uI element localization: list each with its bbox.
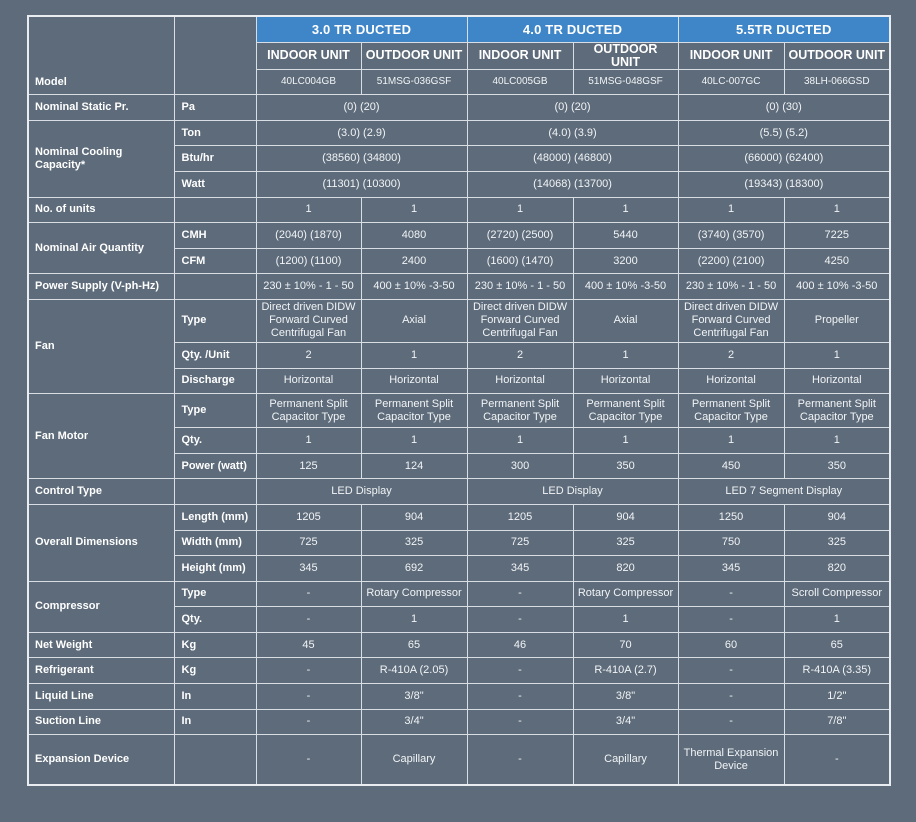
cell-value: Direct driven DIDW Forward Curved Centrifugal Fan (678, 299, 784, 342)
cell-value: 325 (573, 530, 678, 556)
cell-value: 124 (361, 453, 467, 479)
cell-value: - (467, 658, 573, 684)
cell-value: LED 7 Segment Display (678, 479, 890, 505)
specifications-table (27, 15, 891, 786)
cell-value: - (678, 684, 784, 710)
cell-value: - (256, 581, 361, 607)
cell-value: 2 (678, 342, 784, 368)
cell-value: 400 ± 10% -3-50 (573, 274, 678, 300)
row-unit: In (174, 684, 256, 710)
model-value: 40LC-007GC (678, 69, 784, 95)
cell-value: 692 (361, 556, 467, 582)
cell-value: 1250 (678, 504, 784, 530)
cell-value: 1 (573, 428, 678, 454)
cell-value: Direct driven DIDW Forward Curved Centrifugal Fan (256, 299, 361, 342)
indoor-unit-header: INDOOR UNIT (256, 42, 361, 69)
row-unit: Kg (174, 658, 256, 684)
row-label: Suction Line (28, 709, 174, 735)
cell-value: 7/8" (784, 709, 890, 735)
cell-value: - (467, 684, 573, 710)
cell-value: 345 (678, 556, 784, 582)
outdoor-unit-header: OUTDOOR UNIT (784, 42, 890, 69)
row-unit: In (174, 709, 256, 735)
row-label: Refrigerant (28, 658, 174, 684)
cell-value: 725 (467, 530, 573, 556)
cell-value: 725 (256, 530, 361, 556)
cell-value: (0) (20) (256, 95, 467, 121)
fan-motor-type-row (28, 394, 890, 428)
cell-value: (1200) (1100) (256, 248, 361, 274)
cell-value: 1 (361, 197, 467, 223)
cell-value: 45 (256, 632, 361, 658)
cell-value: 820 (573, 556, 678, 582)
row-label: Net Weight (28, 632, 174, 658)
cell-value: 1 (678, 197, 784, 223)
dim-length-row (28, 504, 890, 530)
model-value: 40LC005GB (467, 69, 573, 95)
cell-value: 1 (784, 607, 890, 633)
cell-value: 1 (573, 197, 678, 223)
cell-value: Horizontal (784, 368, 890, 394)
row-label: Overall Dimensions (28, 504, 174, 581)
cell-value: 3/8" (573, 684, 678, 710)
cell-value: 2 (467, 342, 573, 368)
cell-value: - (256, 735, 361, 786)
static-pressure-row (28, 95, 890, 121)
outdoor-unit-header: OUTDOOR UNIT (573, 42, 678, 69)
cell-value: - (467, 735, 573, 786)
row-label: Liquid Line (28, 684, 174, 710)
cell-value: Permanent Split Capacitor Type (784, 394, 890, 428)
cell-value: (5.5) (5.2) (678, 120, 890, 146)
model-value: 40LC004GB (256, 69, 361, 95)
cell-value: Permanent Split Capacitor Type (678, 394, 784, 428)
row-unit: Length (mm) (174, 504, 256, 530)
power-supply-row (28, 274, 890, 300)
cell-value: (2200) (2100) (678, 248, 784, 274)
cell-value: Permanent Split Capacitor Type (361, 394, 467, 428)
cell-value: Thermal Expansion Device (678, 735, 784, 786)
row-unit: Watt (174, 171, 256, 197)
cell-value: 3200 (573, 248, 678, 274)
cell-value: Capillary (573, 735, 678, 786)
cell-value: Horizontal (678, 368, 784, 394)
cell-value: 750 (678, 530, 784, 556)
cell-value: 820 (784, 556, 890, 582)
cell-value: R-410A (3.35) (784, 658, 890, 684)
expansion-device-row (28, 735, 890, 786)
group-header-3tr: 3.0 TR DUCTED (256, 16, 467, 42)
model-label: Model (28, 16, 174, 95)
cell-value: - (678, 607, 784, 633)
cell-value: 2400 (361, 248, 467, 274)
cell-value: 60 (678, 632, 784, 658)
row-unit: Qty. /Unit (174, 342, 256, 368)
cell-value: R-410A (2.05) (361, 658, 467, 684)
cell-value: 1 (784, 428, 890, 454)
air-cmh-row (28, 223, 890, 249)
row-unit: Type (174, 581, 256, 607)
cell-value: 230 ± 10% - 1 - 50 (678, 274, 784, 300)
model-value: 51MSG-036GSF (361, 69, 467, 95)
cell-value: 2 (256, 342, 361, 368)
cell-value: Axial (573, 299, 678, 342)
net-weight-row (28, 632, 890, 658)
cell-value: LED Display (467, 479, 678, 505)
cell-value: 350 (573, 453, 678, 479)
cell-value: - (256, 709, 361, 735)
cell-value: (3.0) (2.9) (256, 120, 467, 146)
cell-value: 1 (361, 428, 467, 454)
cell-value: 1 (361, 342, 467, 368)
empty-unit-header (174, 16, 256, 95)
model-value: 38LH-066GSD (784, 69, 890, 95)
row-label: Power Supply (V-ph-Hz) (28, 274, 174, 300)
cell-value: 4250 (784, 248, 890, 274)
cell-value: - (467, 581, 573, 607)
row-label: Control Type (28, 479, 174, 505)
cell-value: 1205 (256, 504, 361, 530)
cell-value: Horizontal (256, 368, 361, 394)
cell-value: Horizontal (573, 368, 678, 394)
cell-value: Permanent Split Capacitor Type (256, 394, 361, 428)
cell-value: 230 ± 10% - 1 - 50 (467, 274, 573, 300)
cell-value: 345 (256, 556, 361, 582)
row-label: No. of units (28, 197, 174, 223)
cooling-ton-row (28, 120, 890, 146)
cell-value: 325 (361, 530, 467, 556)
cell-value: 1 (784, 342, 890, 368)
cell-value: 3/4" (361, 709, 467, 735)
row-unit: CFM (174, 248, 256, 274)
cell-value: 1 (467, 428, 573, 454)
cell-value: 65 (361, 632, 467, 658)
cell-value: 7225 (784, 223, 890, 249)
cell-value: (2720) (2500) (467, 223, 573, 249)
row-label: Expansion Device (28, 735, 174, 786)
cell-value: (48000) (46800) (467, 146, 678, 172)
cell-value: - (256, 607, 361, 633)
cell-value: 350 (784, 453, 890, 479)
row-unit: Qty. (174, 607, 256, 633)
cell-value: (0) (30) (678, 95, 890, 121)
cell-value: - (467, 607, 573, 633)
cell-value: 904 (784, 504, 890, 530)
units-row (28, 197, 890, 223)
cell-value: 1 (784, 197, 890, 223)
control-type-row (28, 479, 890, 505)
cell-value: 3/8" (361, 684, 467, 710)
row-label: Fan (28, 299, 174, 393)
cell-value: - (678, 581, 784, 607)
row-unit: Width (mm) (174, 530, 256, 556)
row-unit: Discharge (174, 368, 256, 394)
cell-value: (4.0) (3.9) (467, 120, 678, 146)
outdoor-unit-header: OUTDOOR UNIT (361, 42, 467, 69)
row-label: Nominal Static Pr. (28, 95, 174, 121)
cell-value: 1 (678, 428, 784, 454)
row-unit (174, 735, 256, 786)
row-unit: Ton (174, 120, 256, 146)
cell-value: 46 (467, 632, 573, 658)
row-unit: Power (watt) (174, 453, 256, 479)
cell-value: - (256, 684, 361, 710)
row-label: Compressor (28, 581, 174, 632)
cell-value: - (678, 709, 784, 735)
row-label: Nominal Cooling Capacity* (28, 120, 174, 197)
cell-value: - (256, 658, 361, 684)
cell-value: - (467, 709, 573, 735)
cell-value: 3/4" (573, 709, 678, 735)
compressor-type-row (28, 581, 890, 607)
header-group-row (28, 16, 890, 42)
cell-value: 5440 (573, 223, 678, 249)
liquid-line-row (28, 684, 890, 710)
cell-value: (2040) (1870) (256, 223, 361, 249)
cell-value: (38560) (34800) (256, 146, 467, 172)
row-unit: Qty. (174, 428, 256, 454)
indoor-unit-header: INDOOR UNIT (678, 42, 784, 69)
indoor-unit-header: INDOOR UNIT (467, 42, 573, 69)
cell-value: (66000) (62400) (678, 146, 890, 172)
cell-value: Propeller (784, 299, 890, 342)
row-unit (174, 274, 256, 300)
cell-value: 904 (573, 504, 678, 530)
cell-value: Rotary Compressor (361, 581, 467, 607)
row-label: Nominal Air Quantity (28, 223, 174, 274)
fan-type-row (28, 299, 890, 342)
cell-value: 325 (784, 530, 890, 556)
row-unit: CMH (174, 223, 256, 249)
cell-value: 400 ± 10% -3-50 (361, 274, 467, 300)
cell-value: 1 (256, 197, 361, 223)
cell-value: 125 (256, 453, 361, 479)
cell-value: 1 (361, 607, 467, 633)
cell-value: Capillary (361, 735, 467, 786)
cell-value: 65 (784, 632, 890, 658)
cell-value: Scroll Compressor (784, 581, 890, 607)
cell-value: Horizontal (361, 368, 467, 394)
suction-line-row (28, 709, 890, 735)
cell-value: (19343) (18300) (678, 171, 890, 197)
cell-value: (14068) (13700) (467, 171, 678, 197)
cell-value: LED Display (256, 479, 467, 505)
row-unit: Type (174, 394, 256, 428)
row-unit: Kg (174, 632, 256, 658)
row-label: Fan Motor (28, 394, 174, 479)
row-unit: Btu/hr (174, 146, 256, 172)
cell-value: - (784, 735, 890, 786)
row-unit (174, 479, 256, 505)
cell-value: 230 ± 10% - 1 - 50 (256, 274, 361, 300)
cell-value: Horizontal (467, 368, 573, 394)
cell-value: (3740) (3570) (678, 223, 784, 249)
group-header-4tr: 4.0 TR DUCTED (467, 16, 678, 42)
group-header-5-5tr: 5.5TR DUCTED (678, 16, 890, 42)
row-unit (174, 197, 256, 223)
cell-value: 1 (573, 342, 678, 368)
cell-value: 4080 (361, 223, 467, 249)
row-unit: Height (mm) (174, 556, 256, 582)
cell-value: (11301) (10300) (256, 171, 467, 197)
cell-value: 1/2" (784, 684, 890, 710)
cell-value: Permanent Split Capacitor Type (467, 394, 573, 428)
cell-value: 345 (467, 556, 573, 582)
cell-value: (1600) (1470) (467, 248, 573, 274)
cell-value: 1 (573, 607, 678, 633)
row-unit: Pa (174, 95, 256, 121)
cell-value: Rotary Compressor (573, 581, 678, 607)
cell-value: 1 (256, 428, 361, 454)
cell-value: 1205 (467, 504, 573, 530)
cell-value: Axial (361, 299, 467, 342)
cell-value: 400 ± 10% -3-50 (784, 274, 890, 300)
row-unit: Type (174, 299, 256, 342)
cell-value: 1 (467, 197, 573, 223)
model-value: 51MSG-048GSF (573, 69, 678, 95)
cell-value: 904 (361, 504, 467, 530)
cell-value: Permanent Split Capacitor Type (573, 394, 678, 428)
cell-value: 450 (678, 453, 784, 479)
cell-value: - (678, 658, 784, 684)
cell-value: (0) (20) (467, 95, 678, 121)
cell-value: 300 (467, 453, 573, 479)
cell-value: Direct driven DIDW Forward Curved Centrifugal Fan (467, 299, 573, 342)
refrigerant-row (28, 658, 890, 684)
cell-value: R-410A (2.7) (573, 658, 678, 684)
cell-value: 70 (573, 632, 678, 658)
